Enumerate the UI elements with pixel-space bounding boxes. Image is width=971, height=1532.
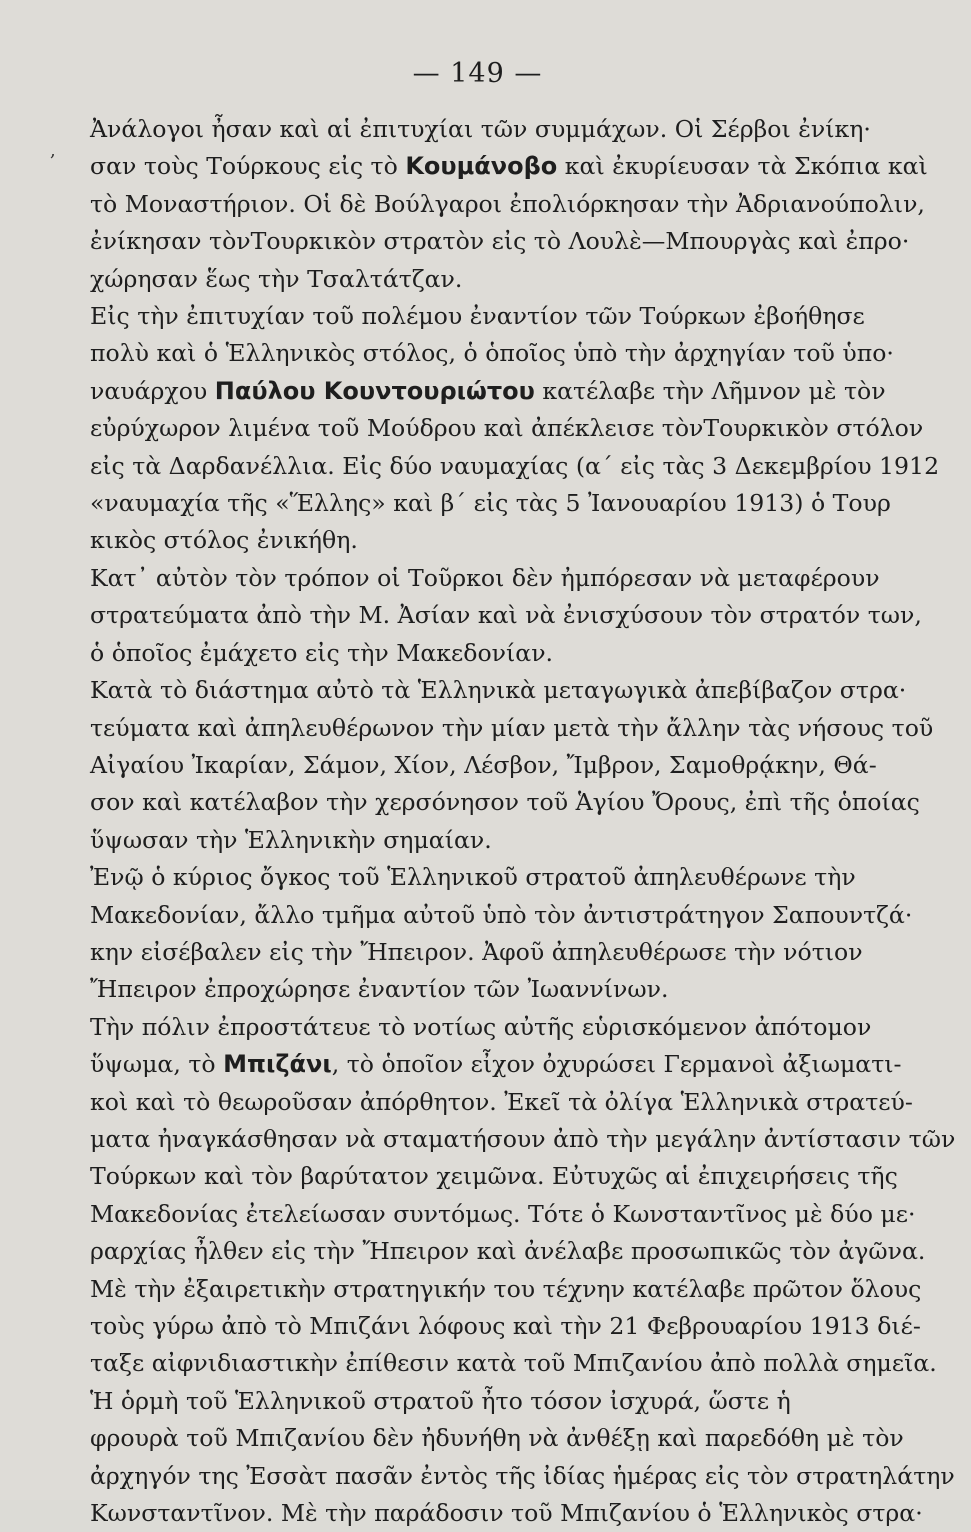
text-line: Τὴν πόλιν ἐπροστάτευε τὸ νοτίως αὐτῆς εὑρισκόμενον ἀπότομον [90, 1012, 872, 1041]
text-line: Μὲ τὴν ἐξαιρετικὴν στρατηγικήν του τέχνην κατέλαβε πρῶτον ὅλους [90, 1274, 922, 1303]
text-line: πολὺ καὶ ὁ Ἑλληνικὸς στόλος, ὁ ὁποῖος ὑπὸ τὴν ἀρχηγίαν τοῦ ὑπο· [90, 339, 894, 368]
text-line: σον καὶ κατέλαβον τὴν χερσόνησον τοῦ Ἁγίου Ὄρους, ἐπὶ τῆς ὁποίας [90, 788, 920, 817]
place-name-bizani: Μπιζάνι [223, 1050, 332, 1079]
body-text [54, 111, 956, 1532]
paragraph-3 [54, 560, 922, 672]
text-line: κικὸς στόλος ἐνικήθη. [90, 526, 358, 555]
paragraph-6 [54, 1009, 956, 1383]
text-line: σαν τοὺς Τούρκους εἰς τὸ Κουμάνοβο καὶ ἐκυρίευσαν τὰ Σκόπια καὶ [90, 152, 928, 181]
text-line: ραρχίας ἦλθεν εἰς τὴν Ἤπειρον καὶ ἀνέλαβε προσωπικῶς τὸν ἀγῶνα. [90, 1237, 926, 1266]
person-name-kountouriotis: Παύλου Κουντουριώτου [214, 376, 535, 405]
page-number: — 149 — [412, 58, 543, 89]
text-line: Αἰγαίου Ἰκαρίαν, Σάμον, Χίον, Λέσβον, Ἴμβρον, Σαμοθρᾴκην, Θά- [90, 750, 877, 779]
paragraph-2 [54, 298, 940, 560]
paragraph-7 [54, 1383, 955, 1532]
text-line: ταξε αἰφνιδιαστικὴν ἐπίθεσιν κατὰ τοῦ Μπιζανίου ἀπὸ πολλὰ σημεῖα. [90, 1349, 937, 1378]
text-line: «ναυμαχία τῆς «Ἕλλης» καὶ β΄ εἰς τὰς 5 Ἰανουαρίου 1913) ὁ Τουρ [90, 489, 891, 518]
text-line: Κατ᾽ αὐτὸν τὸν τρόπον οἱ Τοῦρκοι δὲν ἠμπόρεσαν νὰ μεταφέρουν [90, 563, 880, 592]
text-line: στρατεύματα ἀπὸ τὴν Μ. Ἀσίαν καὶ νὰ ἐνισχύσουν τὸν στρατόν των, [90, 601, 922, 630]
text-line: ἀρχηγόν της Ἐσσὰτ πασᾶν ἐντὸς τῆς ἰδίας ἡμέρας εἰς τὸν στρατηλάτην [90, 1461, 955, 1490]
text-line: χώρησαν ἕως τὴν Τσαλτάτζαν. [90, 264, 463, 293]
text-line: τοὺς γύρω ἀπὸ τὸ Μπιζάνι λόφους καὶ τὴν 21 Φεβρουαρίου 1913 διέ- [90, 1312, 921, 1340]
text-line: Κατὰ τὸ διάστημα αὐτὸ τὰ Ἑλληνικὰ μεταγωγικὰ ἀπεβίβαζον στρα· [90, 676, 907, 705]
text-line: Μακεδονίας ἐτελείωσαν συντόμως. Τότε ὁ Κωνσταντῖνος μὲ δύο με· [90, 1199, 916, 1228]
text-line: Ἀνάλογοι ἦσαν καὶ αἱ ἐπιτυχίαι τῶν συμμάχων. Οἱ Σέρβοι ἐνίκη· [90, 115, 871, 143]
paragraph-5 [54, 859, 913, 1009]
text-line: εἰς τὰ Δαρδανέλλια. Εἰς δύο ναυμαχίας (α΄ εἰς τὰς 3 Δεκεμβρίου 1912 [90, 451, 940, 480]
text-line: Ἤπειρον ἐπροχώρησε ἐναντίον τῶν Ἰωαννίνων. [90, 975, 669, 1004]
text-line: φρουρὰ τοῦ Μπιζανίου δὲν ἠδυνήθη νὰ ἀνθέξῃ καὶ παρεδόθη μὲ τὸν [90, 1424, 904, 1453]
text-line: Κωνσταντῖνον. Μὲ τὴν παράδοσιν τοῦ Μπιζανίου ὁ Ἑλληνικὸς στρα· [90, 1499, 923, 1528]
text-line: κοὶ καὶ τὸ θεωροῦσαν ἀπόρθητον. Ἐκεῖ τὰ ὀλίγα Ἑλληνικὰ στρατεύ- [90, 1087, 913, 1116]
paragraph-4 [54, 672, 934, 859]
text-line: ὁ ὁποῖος ἐμάχετο εἰς τὴν Μακεδονίαν. [90, 638, 554, 667]
text-line: Τούρκων καὶ τὸν βαρύτατον χειμῶνα. Εὐτυχῶς αἱ ἐπιχειρήσεις τῆς [90, 1162, 898, 1191]
margin-mark: , [50, 140, 56, 161]
text-line: ναυάρχου Παύλου Κουντουριώτου κατέλαβε τὴν Λῆμνον μὲ τὸν [90, 376, 886, 405]
text-line: Ἡ ὁρμὴ τοῦ Ἑλληνικοῦ στρατοῦ ἦτο τόσον ἰσχυρά, ὥστε ἡ [90, 1386, 791, 1415]
text-line: κην εἰσέβαλεν εἰς τὴν Ἤπειρον. Ἀφοῦ ἀπηλευθέρωσε τὴν νότιον [90, 937, 863, 966]
text-line: Ἐνῷ ὁ κύριος ὄγκος τοῦ Ἑλληνικοῦ στρατοῦ ἀπηλευθέρωνε τὴν [90, 863, 856, 892]
text-line: ὕψωσαν τὴν Ἑλληνικὴν σημαίαν. [90, 825, 492, 854]
text-line: Εἰς τὴν ἐπιτυχίαν τοῦ πολέμου ἐναντίον τῶν Τούρκων ἐβοήθησε [90, 302, 865, 331]
text-line: τεύματα καὶ ἀπηλευθέρωνον τὴν μίαν μετὰ τὴν ἄλλην τὰς νήσους τοῦ [90, 713, 934, 742]
text-line: τὸ Μοναστήριον. Οἱ δὲ Βούλγαροι ἐπολιόρκησαν τὴν Ἀδριανούπολιν, [90, 189, 925, 218]
text-line: Μακεδονίαν, ἄλλο τμῆμα αὐτοῦ ὑπὸ τὸν ἀντιστράτηγον Σαπουντζά· [90, 900, 913, 929]
place-name-kumanovo: Κουμάνοβο [405, 152, 558, 181]
text-line: ἐνίκησαν τὸνΤουρκικὸν στρατὸν εἰς τὸ Λουλὲ—Μπουργὰς καὶ ἐπρο· [90, 227, 910, 256]
text-line: ὕψωμα, τὸ Μπιζάνι, τὸ ὁποῖον εἶχον ὀχυρώσει Γερμανοὶ ἀξιωματι- [90, 1050, 902, 1079]
text-line: ματα ἠναγκάσθησαν νὰ σταματήσουν ἀπὸ τὴν μεγάλην ἀντίστασιν τῶν [90, 1124, 956, 1153]
paragraph-1 [54, 111, 928, 298]
text-line: εὐρύχωρον λιμένα τοῦ Μούδρου καὶ ἀπέκλεισε τὸνΤουρκικὸν στόλον [90, 414, 924, 443]
